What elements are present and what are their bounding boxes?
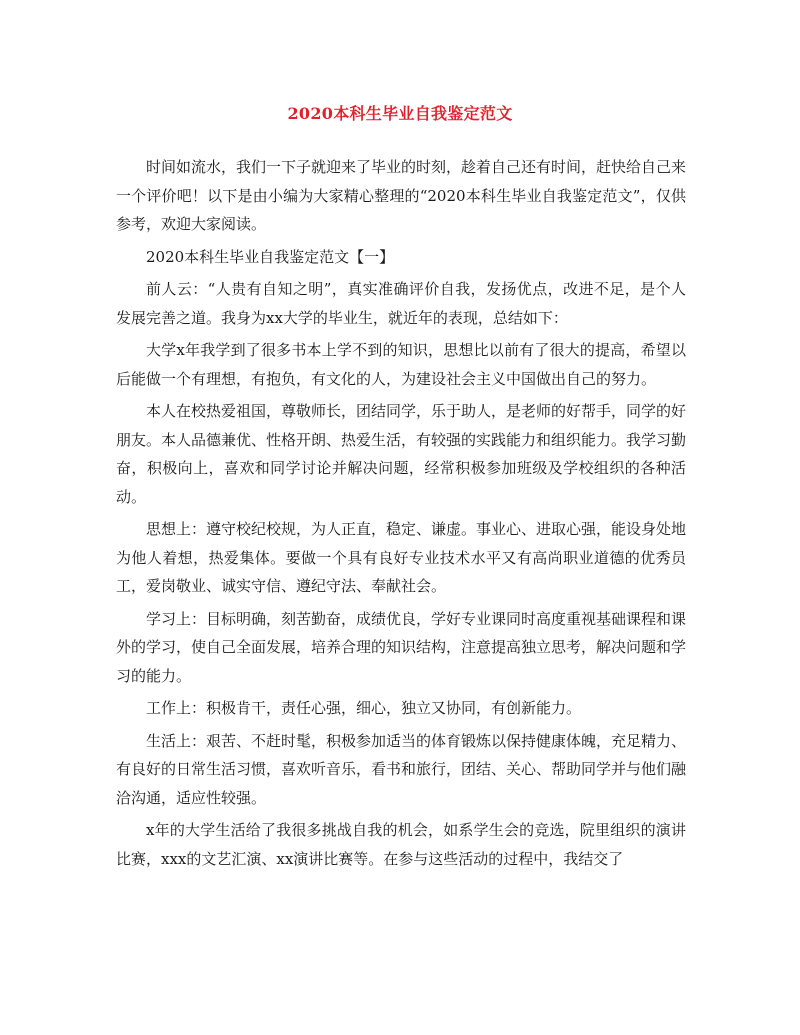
- paragraph-thought: 思想上：遵守校纪校规，为人正直，稳定、谦虚。事业心、进取心强，能设身处地为他人着想，热爱集体。要做一个具有良好专业技术水平又有高尚职业道德的优秀员工，爱岗敬业、诚实守信、遵纪守法、奉献社会。: [116, 520, 687, 595]
- paragraph: 前人云：“人贵有自知之明”，真实准确评价自我，发扬优点，改进不足，是个人发展完善之道。我身为xx大学的毕业生，就近年的表现，总结如下：: [116, 280, 686, 327]
- paragraph: 本人在校热爱祖国，尊敬师长，团结同学，乐于助人，是老师的好帮手，同学的好朋友。本人品德兼优、性格开朗、热爱生活，有较强的实践能力和组织能力。我学习勤奋，积极向上，喜欢和同学讨论并解决问题，经常积极参加班级及学校组织的各种活动。: [116, 402, 687, 506]
- paragraph-study: 学习上：目标明确，刻苦勤奋，成绩优良，学好专业课同时高度重视基础课程和课外的学习，使自己全面发展，培养合理的知识结构，注意提高独立思考，解决问题和学习的能力。: [116, 609, 687, 685]
- document-title: 2020本科生毕业自我鉴定范文: [287, 104, 513, 123]
- document-body: [116, 153, 686, 877]
- paragraph: 大学x年我学到了很多书本上学不到的知识，思想比以前有了很大的提高，希望以后能做一个有理想，有抱负，有文化的人，为建设社会主义中国做出自己的努力。: [116, 341, 686, 388]
- section-heading: 2020本科生毕业自我鉴定范文【一】: [146, 247, 395, 266]
- paragraph: x年的大学生活给了我很多挑战自我的机会，如系学生会的竞选，院里组织的演讲比赛，xxx的文艺汇演、xx演讲比赛等。在参与这些活动的过程中，我结交了: [116, 821, 686, 868]
- paragraph-intro: 时间如流水，我们一下子就迎来了毕业的时刻，趁着自己还有时间，赶快给自己来一个评价吧！以下是由小编为大家精心整理的“2020本科生毕业自我鉴定范文”，仅供参考，欢迎大家阅读。: [116, 158, 687, 233]
- paragraph-life: 生活上：艰苦、不赶时髦，积极参加适当的体育锻炼以保持健康体魄，充足精力、有良好的日常生活习惯，喜欢听音乐，看书和旅行，团结、关心、帮助同学并与他们融洽沟通，适应性较强。: [116, 731, 687, 807]
- paragraph-work: 工作上：积极肯干，责任心强，细心，独立又协同，有创新能力。: [146, 699, 582, 717]
